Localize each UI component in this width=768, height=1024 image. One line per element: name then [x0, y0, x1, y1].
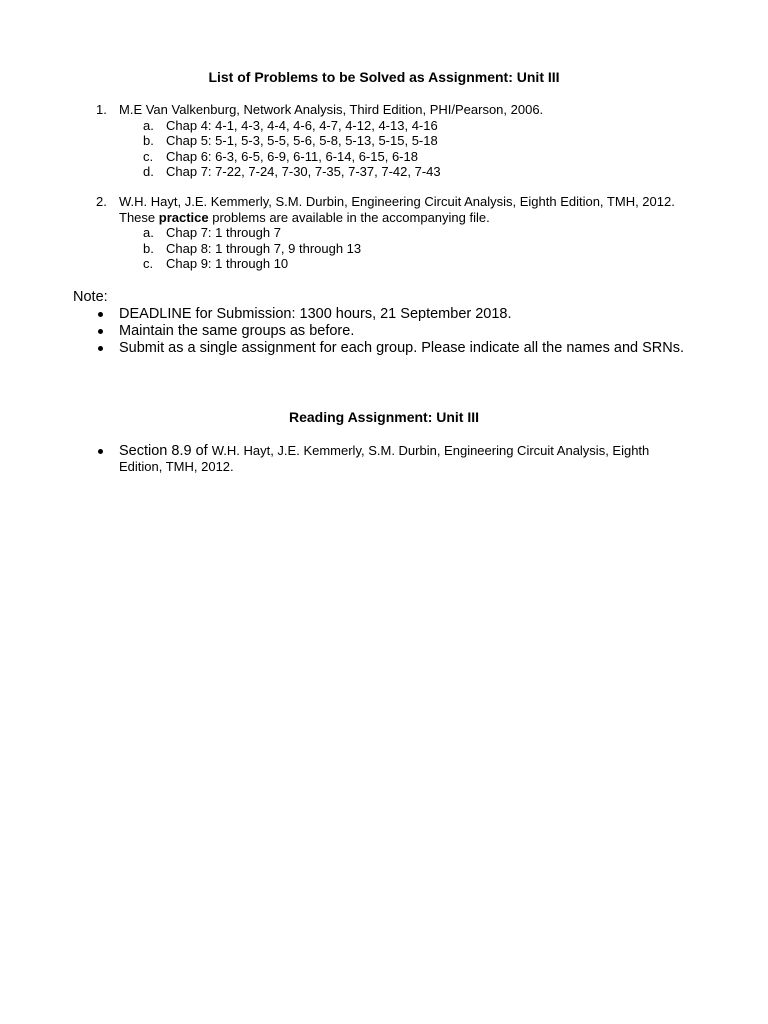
- sub-item: [143, 164, 696, 180]
- bullet-icon: [98, 329, 103, 334]
- sub-item-letter: b.: [143, 240, 154, 256]
- problem-number: 1.: [96, 102, 107, 117]
- sub-item-letter: c.: [143, 256, 154, 271]
- reading-bullet: [96, 443, 696, 475]
- note-bullet-text: Maintain the same groups as before.: [119, 323, 355, 339]
- sub-item-letter: c.: [143, 148, 154, 164]
- sub-item-text: Chap 7: 1 through 7: [166, 225, 281, 240]
- sub-item-letter: a.: [143, 225, 154, 240]
- page-title: List of Problems to be Solved as Assignment: Unit III: [208, 69, 560, 85]
- reference-text-tail: problems are available in the accompanying file.: [208, 209, 490, 225]
- sub-item: [143, 149, 696, 165]
- note-bullet-list: [96, 306, 696, 357]
- note-bullet: [96, 323, 696, 340]
- sub-item: [143, 256, 696, 272]
- bullet-icon: [98, 449, 103, 454]
- sub-item: [143, 118, 696, 134]
- problem-reference: M.E Van Valkenburg, Network Analysis, Third Edition, PHI/Pearson, 2006.: [119, 102, 544, 117]
- note-bullet: [96, 340, 696, 357]
- sub-item: [143, 133, 696, 149]
- reading-reference: W.H. Hayt, J.E. Kemmerly, S.M. Durbin, Engineering Circuit Analysis, Eighth Edition, TMH, 2012.: [119, 443, 650, 474]
- note-label: Note:: [73, 289, 108, 305]
- sub-item-text: Chap 6: 6-3, 6-5, 6-9, 6-11, 6-14, 6-15, 6-18: [166, 148, 418, 164]
- sub-item-letter: d.: [143, 164, 154, 179]
- problem-reference: [119, 194, 696, 225]
- sub-item-text: Chap 4: 4-1, 4-3, 4-4, 4-6, 4-7, 4-12, 4-13, 4-16: [166, 117, 438, 133]
- sub-item-text: Chap 7: 7-22, 7-24, 7-30, 7-35, 7-37, 7-42, 7-43: [166, 164, 441, 179]
- problem-item-1: [96, 102, 696, 180]
- reference-text: W.H. Hayt, J.E. Kemmerly, S.M. Durbin, Engineering Circuit Analysis, Eighth Edition, TMH, 2012. These: [119, 194, 675, 225]
- reading-prefix: Section 8.9 of: [119, 443, 212, 459]
- reading-list: [96, 443, 696, 475]
- reading-title: Reading Assignment: Unit III: [288, 409, 480, 425]
- problem-item-2: [96, 194, 696, 272]
- note-bullet-text: DEADLINE for Submission: 1300 hours, 21 September 2018.: [119, 306, 512, 322]
- sub-item-text: Chap 8: 1 through 7, 9 through 13: [166, 240, 362, 256]
- note-bullet: [96, 306, 696, 323]
- emphasis-text: practice: [158, 209, 209, 225]
- problem-number: 2.: [96, 194, 107, 209]
- sub-item-text: Chap 5: 5-1, 5-3, 5-5, 5-6, 5-8, 5-13, 5-15, 5-18: [166, 133, 438, 148]
- sub-item-letter: a.: [143, 117, 154, 133]
- note-bullet-text: Submit as a single assignment for each group. Please indicate all the names and SRNs.: [119, 340, 685, 356]
- sub-item: [143, 241, 696, 257]
- bullet-icon: [98, 312, 103, 317]
- bullet-icon: [98, 346, 103, 351]
- sub-item: [143, 225, 696, 241]
- sub-item-letter: b.: [143, 133, 154, 148]
- sub-item-text: Chap 9: 1 through 10: [166, 256, 289, 271]
